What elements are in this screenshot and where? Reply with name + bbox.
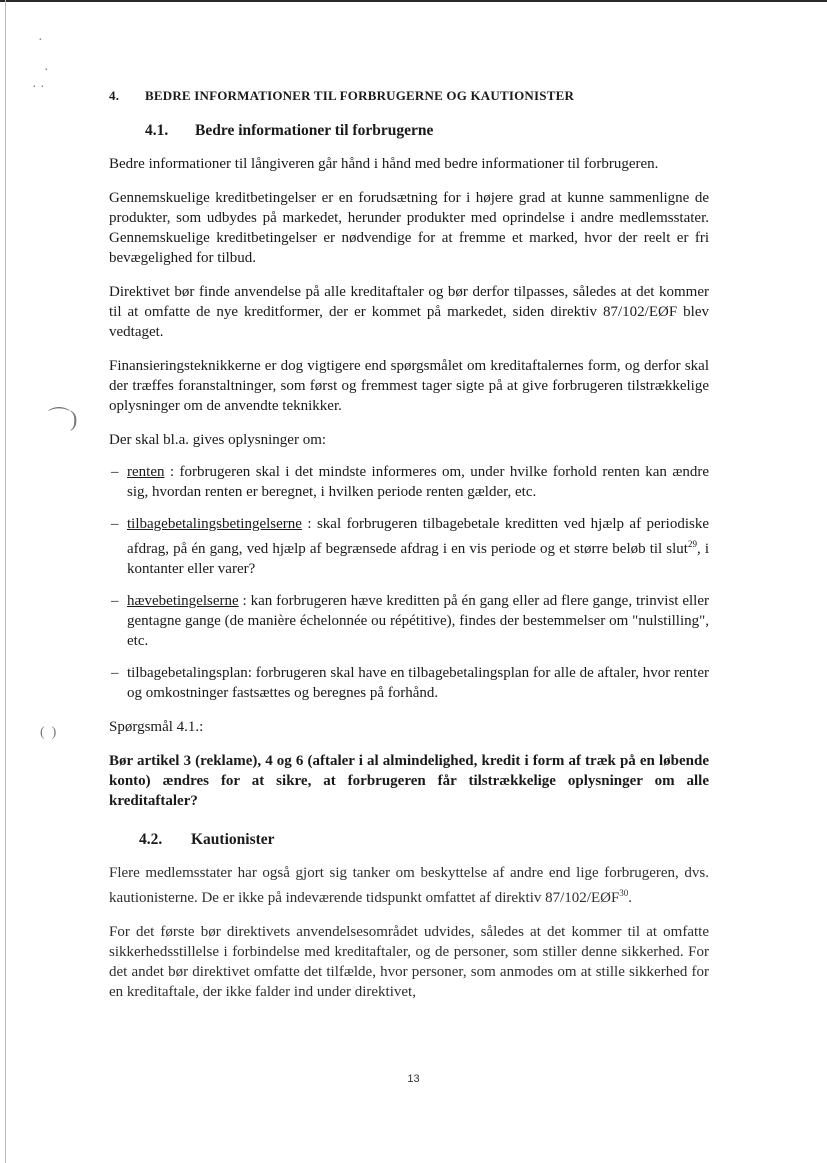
- paragraph-text: .: [628, 890, 633, 906]
- list-text: : kan forbrugeren hæve kreditten på én gang eller ad flere gange, trinvist eller gentagne gange (de manière échelonnée ou répétitive), findes der bestemmelser om "nulstilling", etc.: [127, 593, 709, 649]
- document-body: [109, 88, 709, 1002]
- question-text: Bør artikel 3 (reklame), 4 og 6 (aftaler i al almindelighed, kredit i form af træk på en løbende konto) ændres for at sikre, at forbrugeren får tilstrækkelige oplysninger om alle kreditaftaler?: [109, 753, 709, 809]
- subsection-number: 4.2.: [139, 831, 163, 848]
- subsection-title: Kautionister: [191, 831, 275, 848]
- list-item: [109, 462, 709, 502]
- punch-hole-mark: ⌒): [48, 406, 78, 431]
- punch-hole-mark: ( ): [40, 725, 57, 740]
- scan-speck: · ·: [32, 80, 45, 95]
- scan-speck: ·: [44, 63, 49, 78]
- footnote-ref: 29: [687, 539, 697, 549]
- info-list: [109, 462, 709, 703]
- paragraph: Finansieringsteknikkerne er dog vigtigere end spørgsmålet om kreditaftalernes form, og derfor skal der træffes foranstaltninger, som først og fremmest tager sigte på at give forbrugeren tilstrækkelige oplysninger om de anvendte teknikker.: [109, 358, 709, 414]
- list-text: : skal forbrugeren tilbagebetale kreditten ved hjælp af periodiske afdrag, på én gang, ved hjælp af begrænsede afdrag i en vis periode og et større beløb til slut: [127, 516, 709, 557]
- list-term: hævebetingelserne: [127, 593, 239, 609]
- paragraph-text: Flere medlemsstater har også gjort sig tanker om beskyttelse af andre end lige forbrugeren, dvs. kautionisterne. De er ikke på indeværende tidspunkt omfattet af direktiv 87/102/EØF: [109, 865, 709, 906]
- scan-left-border: [5, 0, 6, 1163]
- footnote-ref: 30: [619, 888, 629, 898]
- list-item: [109, 514, 709, 579]
- scan-speck: ·: [38, 33, 43, 48]
- list-text: tilbagebetalingsplan: forbrugeren skal have en tilbagebetalingsplan for alle de aftaler, hvor renter og omkostninger fastsættes og beregnes på forhånd.: [127, 665, 709, 701]
- list-item: [109, 663, 709, 703]
- subsection-heading: [145, 122, 709, 140]
- paragraph: Gennemskuelige kreditbetingelser er en forudsætning for i højere grad at kunne sammenligne de produkter, som udbydes på markedet, herunder produkter med oprindelse i andre medlemsstater. Gennemskuelige kreditbetingelser er nødvendige for at fremme et marked, hvor der reelt er fri bevægelighed for tilbud.: [109, 190, 709, 266]
- scan-top-border: [0, 0, 827, 2]
- paragraph: Bedre informationer til långiveren går hånd i hånd med bedre informationer til forbrugeren.: [109, 156, 659, 172]
- subsection-title: Bedre informationer til forbrugerne: [195, 122, 434, 139]
- subsection-number: 4.1.: [145, 122, 169, 139]
- paragraph: Direktivet bør finde anvendelse på alle kreditaftaler og bør derfor tilpasses, således at det kommer til at omfatte de nye kreditformer, der er kommet på markedet, siden direktiv 87/102/EØF blev vedtaget.: [109, 284, 709, 340]
- list-term: tilbagebetalingsbetingelserne: [127, 516, 302, 532]
- list-item: [109, 591, 709, 651]
- paragraph: Der skal bl.a. gives oplysninger om:: [109, 432, 327, 448]
- question-label: Spørgsmål 4.1.:: [109, 719, 204, 735]
- list-term: renten: [127, 464, 165, 480]
- list-text: , i kontanter eller varer?: [127, 541, 709, 577]
- subsection-heading: [139, 831, 709, 849]
- section-heading: [109, 88, 709, 104]
- page-number: 13: [407, 1073, 420, 1085]
- list-text: : forbrugeren skal i det mindste informeres om, under hvilke forhold renten kan ændre sig, hvordan renten er beregnet, i hvilken periode renten gælder, etc.: [127, 464, 709, 500]
- paragraph: [109, 863, 709, 908]
- section-title: BEDRE INFORMATIONER TIL FORBRUGERNE OG KAUTIONISTER: [145, 88, 575, 103]
- paragraph: For det første bør direktivets anvendelsesområdet udvides, således at det kommer til at omfatte sikkerhedsstillelse i forbindelse med kreditaftaler, og de personer, som stiller denne sikkerhed. For det andet bør direktivet omfatte det tilfælde, hvor personer, som anmodes om at stille sikkerhed for en kreditaftale, der ikke falder ind under direktivet,: [109, 924, 709, 1000]
- section-number: 4.: [109, 88, 120, 103]
